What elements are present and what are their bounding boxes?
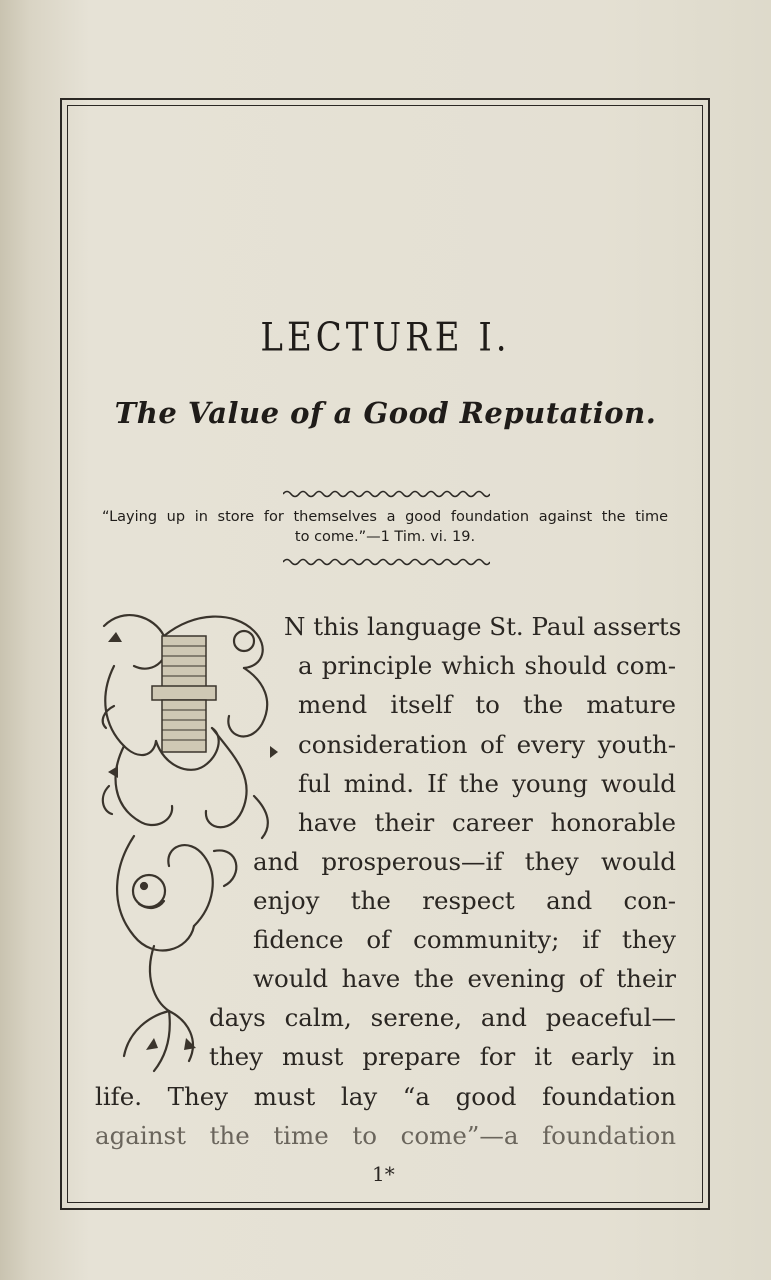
body-line-4: consideration of every youth- <box>298 730 676 759</box>
body-line-12: they must prepare for it early in <box>209 1042 676 1071</box>
body-line-3: mend itself to the mature <box>298 690 676 719</box>
lecture-heading: LECTURE I. <box>260 315 511 361</box>
body-line-9: fidence of community; if they <box>253 925 676 954</box>
body-line-13: life. They must lay “a good foundation <box>95 1082 676 1111</box>
wavy-rule-top <box>283 489 490 499</box>
body-line-10: would have the evening of their <box>253 964 676 993</box>
lecture-subtitle: The Value of a Good Reputation. <box>114 396 657 430</box>
wavy-rule-bottom <box>283 557 490 567</box>
page-number: 1* <box>372 1162 395 1186</box>
body-line-11: days calm, serene, and peaceful— <box>209 1003 676 1032</box>
body-line-1: N this language St. Paul asserts <box>284 612 682 641</box>
epigraph <box>102 507 668 547</box>
body-line-7: and prosperous—if they would <box>253 847 676 876</box>
body-line-5: ful mind. If the young would <box>298 769 676 798</box>
epigraph-line-1: “Laying up in store for themselves a good foundation against the time <box>102 509 668 525</box>
body-line-2: a principle which should com- <box>298 651 676 680</box>
epigraph-line-2: to come.”—1 Tim. vi. 19. <box>294 529 476 545</box>
body-line-6: have their career honorable <box>298 808 676 837</box>
body-line-8: enjoy the respect and con- <box>253 886 676 915</box>
body-line-14: against the time to come”—a foundation <box>95 1121 676 1150</box>
